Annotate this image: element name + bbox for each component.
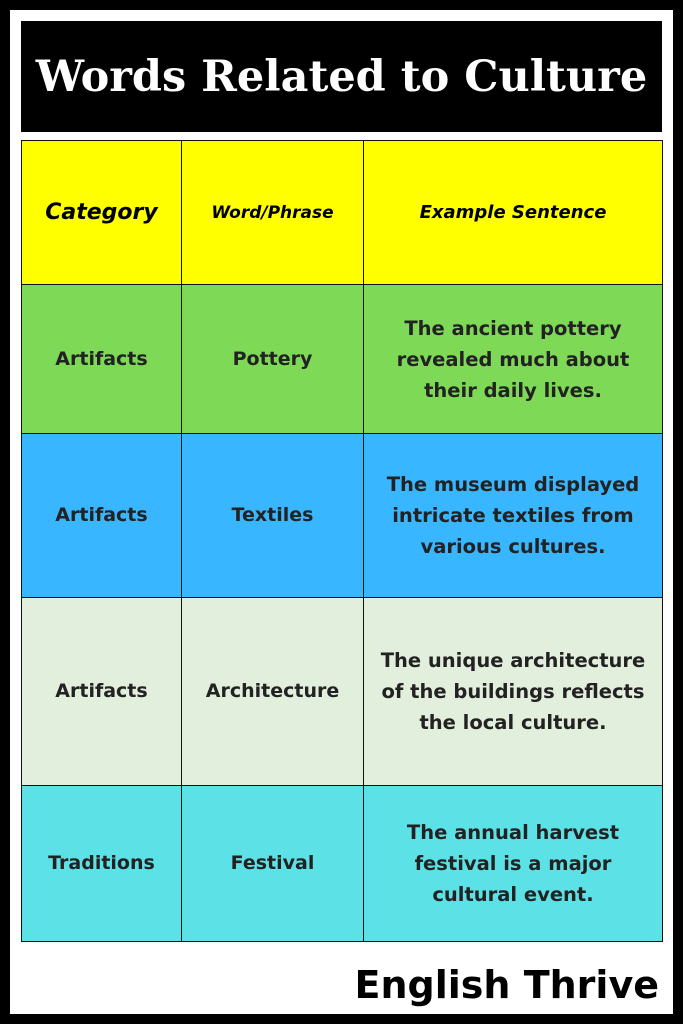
- cell-word: Pottery: [182, 285, 364, 434]
- cell-sentence: The unique architecture of the buildings reflects the local culture.: [364, 598, 663, 786]
- header-category: Category: [22, 141, 182, 285]
- table-row: [22, 285, 663, 434]
- brand-footer: English Thrive: [354, 963, 659, 1007]
- cell-category: Artifacts: [22, 598, 182, 786]
- cell-category: Traditions: [22, 786, 182, 942]
- cell-word: Festival: [182, 786, 364, 942]
- table-row: [22, 598, 663, 786]
- title-bar: [21, 21, 662, 132]
- cell-sentence: The ancient pottery revealed much about their daily lives.: [364, 285, 663, 434]
- table-row: [22, 434, 663, 598]
- cell-sentence: The annual harvest festival is a major cultural event.: [364, 786, 663, 942]
- header-example-sentence: Example Sentence: [364, 141, 663, 285]
- vocabulary-table: [21, 140, 663, 942]
- header-word-phrase: Word/Phrase: [182, 141, 364, 285]
- table-row: [22, 786, 663, 942]
- page-frame: [10, 10, 673, 1014]
- page-title: Words Related to Culture: [35, 51, 648, 102]
- cell-word: Architecture: [182, 598, 364, 786]
- table-header-row: [22, 141, 663, 285]
- vocabulary-table-container: [21, 140, 662, 941]
- cell-sentence: The museum displayed intricate textiles from various cultures.: [364, 434, 663, 598]
- cell-word: Textiles: [182, 434, 364, 598]
- cell-category: Artifacts: [22, 285, 182, 434]
- cell-category: Artifacts: [22, 434, 182, 598]
